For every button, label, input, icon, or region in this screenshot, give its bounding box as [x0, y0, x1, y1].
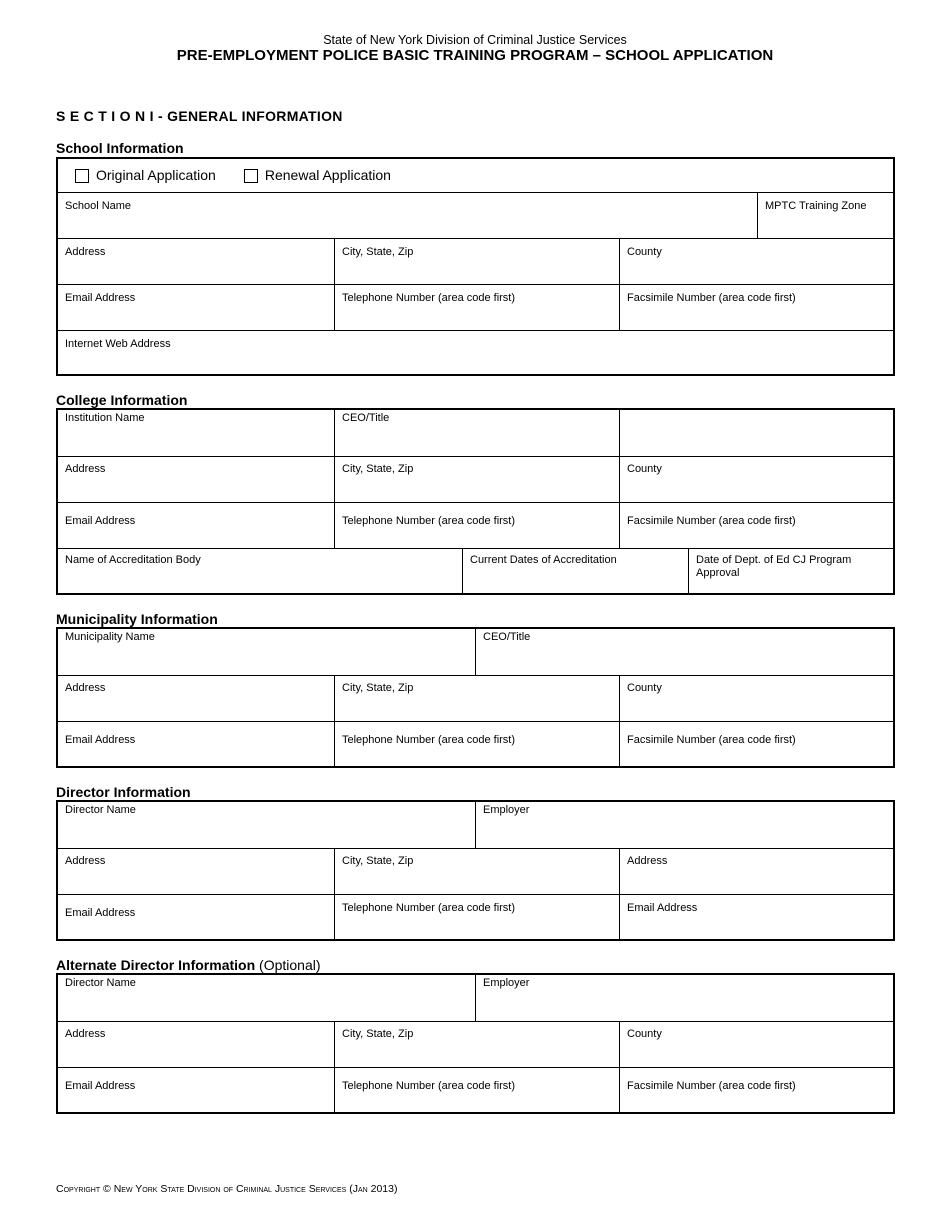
school-name-field[interactable] — [58, 193, 757, 238]
college-email-label: Email Address — [65, 515, 136, 527]
director-address-field[interactable] — [58, 849, 334, 894]
original-application-option[interactable] — [75, 169, 216, 183]
college-fax-field[interactable] — [619, 503, 893, 548]
institution-name-label: Institution Name — [65, 412, 145, 424]
college-email-field[interactable] — [58, 503, 334, 548]
accreditation-dates-field[interactable] — [462, 549, 688, 593]
director-name-label: Director Name — [65, 804, 136, 816]
school-web-label: Internet Web Address — [65, 338, 171, 350]
municipality-name-field[interactable] — [58, 629, 475, 675]
school-address-label: Address — [65, 246, 106, 258]
municipality-address-label: Address — [65, 682, 106, 694]
alt-director-fax-field[interactable] — [619, 1068, 893, 1112]
college-blank-field[interactable] — [619, 410, 893, 456]
municipality-county-label: County — [627, 682, 662, 694]
alt-director-fax-label: Facsimile Number (area code first) — [627, 1080, 796, 1092]
application-type-cell — [58, 159, 893, 192]
school-address-field[interactable] — [58, 239, 334, 284]
college-info-table — [56, 408, 895, 595]
school-fax-field[interactable] — [619, 285, 893, 330]
program-approval-label: Date of Dept. of Ed CJ Program Approval — [696, 554, 852, 579]
director-email-field[interactable] — [58, 895, 334, 939]
alt-director-name-field[interactable] — [58, 975, 475, 1021]
alternate-director-table — [56, 973, 895, 1114]
municipality-name-label: Municipality Name — [65, 631, 155, 643]
director-info-table — [56, 800, 895, 941]
school-county-field[interactable] — [619, 239, 893, 284]
director-email2-label: Email Address — [627, 902, 698, 914]
municipality-email-label: Email Address — [65, 734, 136, 746]
college-address-field[interactable] — [58, 457, 334, 502]
alt-director-email-label: Email Address — [65, 1080, 136, 1092]
school-city-field[interactable] — [334, 239, 619, 284]
institution-name-field[interactable] — [58, 410, 334, 456]
school-telephone-field[interactable] — [334, 285, 619, 330]
college-info-title: College Information — [56, 392, 188, 408]
director-info-title: Director Information — [56, 784, 191, 800]
school-email-field[interactable] — [58, 285, 334, 330]
section-title: S E C T I O N I - GENERAL INFORMATION — [56, 108, 343, 124]
alt-director-address-label: Address — [65, 1028, 106, 1040]
accreditation-body-label: Name of Accreditation Body — [65, 554, 201, 566]
school-email-label: Email Address — [65, 292, 136, 304]
alt-director-employer-label: Employer — [483, 977, 530, 989]
alt-director-county-label: County — [627, 1028, 662, 1040]
school-telephone-label: Telephone Number (area code first) — [342, 292, 516, 304]
director-address-label: Address — [65, 855, 106, 867]
college-fax-label: Facsimile Number (area code first) — [627, 515, 796, 527]
director-name-field[interactable] — [58, 802, 475, 848]
municipality-address-field[interactable] — [58, 676, 334, 721]
accreditation-dates-label: Current Dates of Accreditation — [470, 554, 617, 566]
school-web-field[interactable] — [58, 331, 893, 374]
director-city-label: City, State, Zip — [342, 855, 414, 867]
college-telephone-field[interactable] — [334, 503, 619, 548]
college-telephone-label: Telephone Number (area code first) — [342, 515, 516, 527]
college-address-label: Address — [65, 463, 106, 475]
original-application-checkbox[interactable] — [75, 169, 89, 183]
school-info-table — [56, 157, 895, 376]
municipality-info-table — [56, 627, 895, 768]
director-telephone-field[interactable] — [334, 895, 619, 939]
renewal-application-label: Renewal Application — [264, 167, 391, 183]
alt-director-email-field[interactable] — [58, 1068, 334, 1112]
director-email2-field[interactable] — [619, 895, 893, 939]
college-county-label: County — [627, 463, 662, 475]
agency-name: State of New York Division of Criminal Justice Services — [323, 33, 627, 47]
director-address2-field[interactable] — [619, 849, 893, 894]
school-city-label: City, State, Zip — [342, 246, 414, 258]
original-application-label: Original Application — [96, 167, 216, 183]
alt-director-telephone-field[interactable] — [334, 1068, 619, 1112]
college-city-label: City, State, Zip — [342, 463, 414, 475]
municipality-fax-label: Facsimile Number (area code first) — [627, 734, 796, 746]
college-city-field[interactable] — [334, 457, 619, 502]
college-county-field[interactable] — [619, 457, 893, 502]
alt-director-county-field[interactable] — [619, 1022, 893, 1067]
school-info-title: School Information — [56, 140, 184, 156]
alt-director-city-field[interactable] — [334, 1022, 619, 1067]
municipality-ceo-label: CEO/Title — [483, 631, 531, 643]
alt-director-name-label: Director Name — [65, 977, 136, 989]
municipality-county-field[interactable] — [619, 676, 893, 721]
alternate-director-title — [56, 957, 321, 973]
municipality-fax-field[interactable] — [619, 722, 893, 766]
alt-director-city-label: City, State, Zip — [342, 1028, 414, 1040]
copyright-footer: Copyright © New York State Division of Criminal Justice Services (Jan 2013) — [56, 1183, 398, 1195]
alternate-director-title-text: Alternate Director Information — [56, 957, 256, 973]
alt-director-address-field[interactable] — [58, 1022, 334, 1067]
municipality-info-title: Municipality Information — [56, 611, 218, 627]
director-city-field[interactable] — [334, 849, 619, 894]
mptc-zone-field[interactable] — [757, 193, 893, 238]
director-address2-label: Address — [627, 855, 668, 867]
program-approval-field[interactable] — [688, 549, 893, 593]
renewal-application-option[interactable] — [244, 169, 391, 183]
college-ceo-field[interactable] — [334, 410, 619, 456]
director-telephone-label: Telephone Number (area code first) — [342, 902, 516, 914]
municipality-telephone-field[interactable] — [334, 722, 619, 766]
municipality-city-field[interactable] — [334, 676, 619, 721]
school-fax-label: Facsimile Number (area code first) — [627, 292, 796, 304]
municipality-ceo-field[interactable] — [475, 629, 893, 675]
municipality-city-label: City, State, Zip — [342, 682, 414, 694]
optional-note: (Optional) — [259, 957, 321, 973]
accreditation-body-field[interactable] — [58, 549, 462, 593]
form-title: PRE-EMPLOYMENT POLICE BASIC TRAINING PROGRAM – SCHOOL APPLICATION — [176, 47, 774, 64]
application-type-row — [58, 159, 893, 193]
director-email-label: Email Address — [65, 907, 136, 919]
municipality-telephone-label: Telephone Number (area code first) — [342, 734, 516, 746]
mptc-zone-label: MPTC Training Zone — [765, 200, 867, 212]
municipality-email-field[interactable] — [58, 722, 334, 766]
director-employer-label: Employer — [483, 804, 530, 816]
school-name-label: School Name — [65, 200, 132, 212]
college-ceo-label: CEO/Title — [342, 412, 390, 424]
school-county-label: County — [627, 246, 662, 258]
alt-director-telephone-label: Telephone Number (area code first) — [342, 1080, 516, 1092]
director-employer-field[interactable] — [475, 802, 893, 848]
renewal-application-checkbox[interactable] — [244, 169, 258, 183]
alt-director-employer-field[interactable] — [475, 975, 893, 1021]
